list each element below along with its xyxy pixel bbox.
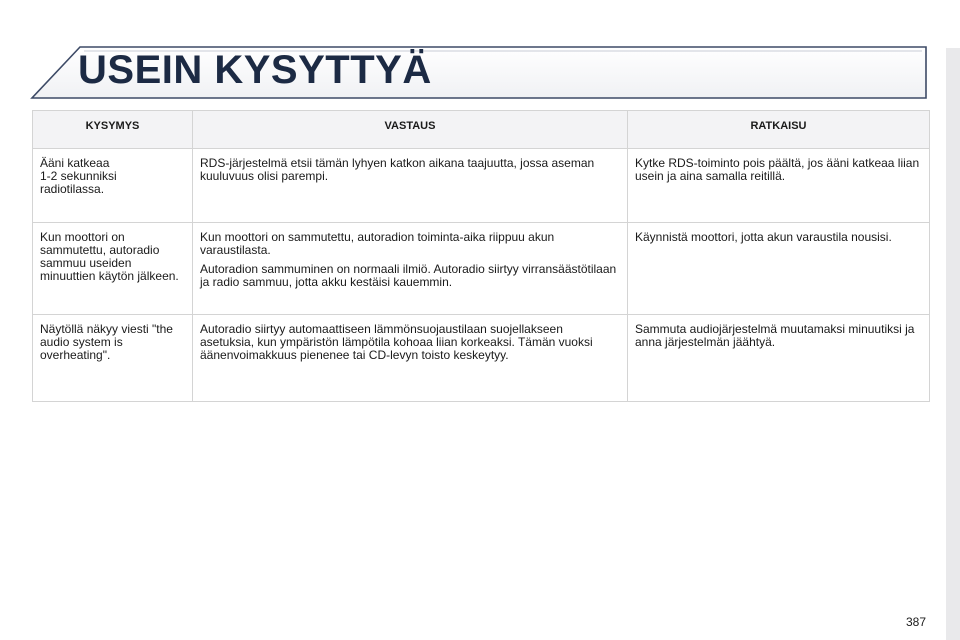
answer-cell <box>193 223 628 315</box>
solution-cell <box>628 315 930 402</box>
solution-text: Sammuta audiojärjestelmä muutamaksi minuutiksi ja anna järjestelmän jäähtyä. <box>635 322 915 349</box>
faq-table <box>32 110 930 402</box>
solution-cell <box>628 149 930 223</box>
answer-cell <box>193 149 628 223</box>
question-cell <box>33 223 193 315</box>
answer-text: RDS-järjestelmä etsii tämän lyhyen katkon aikana taajuutta, jossa aseman kuuluvuus olisi parempi. <box>200 156 595 183</box>
table-row <box>33 223 930 315</box>
table-header-row <box>33 111 930 149</box>
question-line: Ääni katkeaa <box>40 156 110 170</box>
page-number: 387 <box>906 615 927 629</box>
answer-text: Autoradion sammuminen on normaali ilmiö. Autoradio siirtyy virransäästötilaan ja radio sammuu, jotta akku kestäisi kauemmin. <box>200 262 617 289</box>
table-row <box>33 149 930 223</box>
side-bar <box>946 48 960 640</box>
question-line: 1-2 sekunniksi <box>40 169 117 183</box>
question-text: Kun moottori on sammutettu, autoradio sammuu useiden minuuttien käytön jälkeen. <box>40 230 179 283</box>
solution-cell <box>628 223 930 315</box>
header-question: KYSYMYS <box>33 111 193 149</box>
solution-text: Käynnistä moottori, jotta akun varaustila nousisi. <box>635 230 892 244</box>
answer-text: Autoradio siirtyy automaattiseen lämmönsuojaustilaan suojellakseen asetuksia, kun ympäristön lämpötila kohoaa liian korkeaksi. Tämän vuoksi äänenvoimakkuus pienenee tai CD-levyn toisto keskeytyy. <box>200 322 593 362</box>
header-solution: RATKAISU <box>628 111 930 149</box>
question-text: Näytöllä näkyy viesti "the audio system is overheating". <box>40 322 173 362</box>
answer-text: Kun moottori on sammutettu, autoradion toiminta-aika riippuu akun varaustilasta. <box>200 230 555 257</box>
page-title: USEIN KYSYTTYÄ <box>78 48 432 92</box>
question-cell <box>33 315 193 402</box>
question-line: radiotilassa. <box>40 182 105 196</box>
question-cell <box>33 149 193 223</box>
answer-cell <box>193 315 628 402</box>
table-row <box>33 315 930 402</box>
title-frame <box>0 0 960 110</box>
solution-text: Kytke RDS-toiminto pois päältä, jos ääni katkeaa liian usein ja aina samalla reitillä. <box>635 156 920 183</box>
header-answer: VASTAUS <box>193 111 628 149</box>
